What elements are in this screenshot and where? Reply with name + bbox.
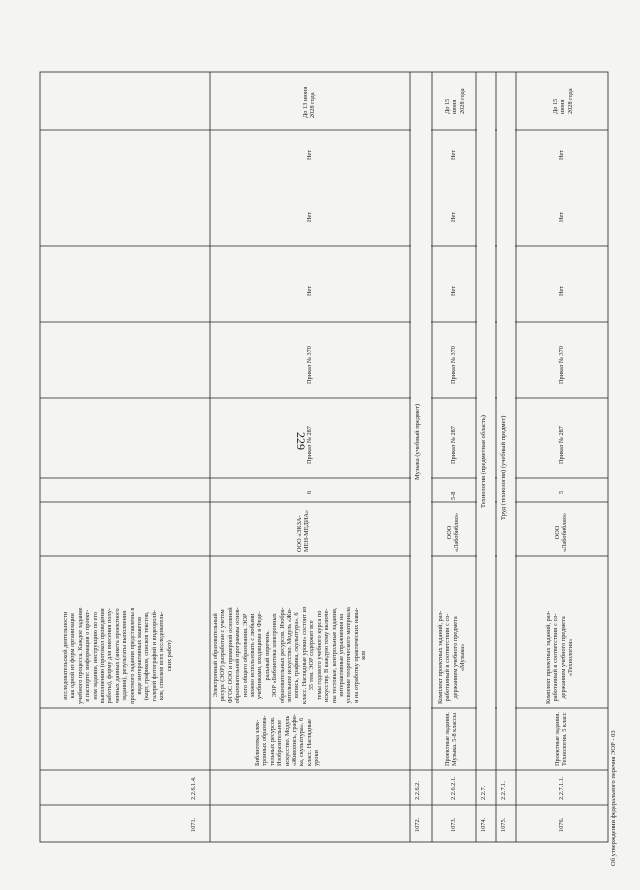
row-1073-number: 1073. [450,817,457,832]
row-1071-order-370: Приказ № 370 [306,346,313,384]
row-1075-code: 2.2.7.1. [500,781,507,800]
row-1073-order-287: Приказ № 287 [450,426,457,464]
row-1073-deadline: До 15 июня 2028 года [444,88,466,114]
row-1071-order-287: Приказ № 287 [306,426,313,464]
row-1076-deadline: До 15 июня 2028 года [552,88,574,114]
row-1073-description: Комплект проектных заданий, раз- работанный в соответствии с со- держанием учебного предмета «Музыка» [437,610,467,704]
section-technology-title: Технология (предметная область) [480,415,487,508]
row-1073-organization: ООО «Лабобиблио» [446,513,461,552]
row-1076-order-370: Приказ № 370 [558,346,565,384]
row-1073-name: Проектные задания. Музыка. 5-8 классы [444,712,459,766]
row-1073-col12: Нет [450,149,457,160]
row-1073-col10: Нет [450,285,457,296]
row-1076-organization: ООО «Лабобиблио» [554,513,569,552]
row-1071-name: Библиотека элек- тронных образова- тельных ресурсов. Изобразительное искусство. Модуль «Живопись, графи- ка, скульптура». 6 класс. Наглядные уроки [254,714,321,766]
row-1076-description: Комплект проектных заданий, раз- работанный в соответствии с со- держанием учебного предмета «Технология» [545,610,575,704]
row-1071-deadline: До 13 июня 2028 года [302,86,317,118]
row-1076-order-287: Приказ № 287 [558,426,565,464]
row-1071-description-continued: исследовательской деятельности как одной из форм организации учебного процесса. Каждое задание в паспорте: информация о проект- ном задании, инструкцию по его выполнению (протокол проведения работы), форму для внесения полу- ченных данных (анкета проектного задания), результаты выполнения проектного задания представлены в виде интерактивных макетов (карт, графиков, списков текстов, галерей фотографий и видеоролй- ков, списков всех исследователь- ских работ) [62,607,173,704]
page-number: 229 [294,432,308,450]
section-music-title: Музыка (учебный предмет) [414,403,421,480]
row-1071-description: Электронный образовательный ресурс (ЭОР) разработан с учетом ФГОС ООО и примерной основной образовательной программы основ- ного общего образования. ЭОР можно использовать с любыми учебниками, входящими в Феде- ральный перечень. ЭОР «Библиотека электронных образовательных ресурсов. Изобра- зительное искусство. Модуль «Жи- вопись, графика, скульптура». 6 класс. Наглядные уроки» состоит из 35 тем. ЭОР содержит все темы годового учебного курса по искусству. В каждую тему включе- ны тестовые, контрольные задания, интерактивные упражнения на усвоение теоретического материала и на отработку практических навы- ков [212,606,368,704]
row-1076-number: 1076. [558,817,565,832]
row-1073-order-370: Приказ № 370 [450,346,457,384]
section-labor-title: Труд (технология) (учебный предмет) [500,415,507,520]
footer-note: Об утверждении федерального перечня ЭОР - 03 [610,730,617,866]
row-1075-number: 1075. [500,817,507,832]
row-1076-col10: Нет [558,285,565,296]
row-1073-col11: Нет [450,211,457,222]
row-1071-col12: Нет [306,149,313,160]
row-1076-col11: Нет [558,211,565,222]
row-1073-code: 2.2.6.2.1. [450,776,457,800]
row-1071-col11: Нет [306,211,313,222]
row-1071-grade: 6 [306,490,313,494]
row-1076-col12: Нет [558,149,565,160]
row-1071-col10: Нет [306,285,313,296]
row-1074-number: 1074. [480,817,487,832]
row-1076-code: 2.2.7.1.1. [558,776,565,800]
row-1073-grade: 5-8 [450,491,457,500]
row-1072-number: 1072. [414,817,421,832]
row-1072-code: 2.2.6.2. [414,781,421,800]
row-1071-organization: ООО «ЭКЗА- МЕН-МЕДИА» [296,509,311,552]
row-1076-grade: 5 [558,490,565,494]
row-1074-code: 2.2.7. [480,785,487,800]
row-1071-number: 1071. [190,817,197,832]
row-1071-code: 2.2.6.1.4. [190,776,197,800]
row-1076-name: Проектные задания. Технология. 5 класс [554,712,569,766]
